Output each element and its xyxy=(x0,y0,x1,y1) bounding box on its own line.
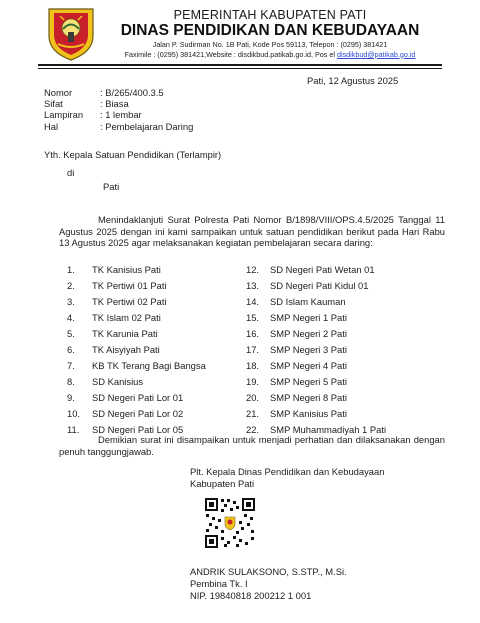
school-number: 6. xyxy=(67,344,75,355)
school-name: SD Negeri Pati Lor 02 xyxy=(92,408,184,419)
school-name: SMP Negeri 5 Pati xyxy=(270,376,347,387)
contact-text: Faximile : (0295) 381421,Website : disdikbud.patikab.go.id, Pos el xyxy=(124,49,337,59)
meta-label-hal: Hal xyxy=(44,121,59,132)
agency-contact xyxy=(100,50,440,60)
school-number: 11. xyxy=(67,424,80,435)
school-number: 9. xyxy=(67,392,75,403)
school-number: 15. xyxy=(246,312,260,323)
school-number: 4. xyxy=(67,312,75,323)
school-number: 17. xyxy=(246,344,260,355)
school-number: 16. xyxy=(246,328,260,339)
pati-regency-emblem-icon xyxy=(46,6,96,62)
school-number: 1. xyxy=(67,264,75,275)
meta-label-lampiran: Lampiran xyxy=(44,109,84,120)
recipient-line: Yth. Kepala Satuan Pendidikan (Terlampir) xyxy=(44,149,222,160)
recipient-di: di xyxy=(67,167,75,178)
school-number: 5. xyxy=(67,328,75,339)
government-name: PEMERINTAH KABUPATEN PATI xyxy=(173,8,367,22)
school-name: TK Karunia Pati xyxy=(92,328,158,339)
school-name: TK Islam 02 Pati xyxy=(92,312,161,323)
school-name: SD Negeri Pati Kidul 01 xyxy=(270,280,369,291)
closing-paragraph: Demikian surat ini disampaikan untuk menjadi perhatian dan dilaksanakan dengan penuh tanggungjawab. xyxy=(59,434,445,457)
school-name: SD Negeri Pati Lor 01 xyxy=(92,392,184,403)
letterhead-thick-rule xyxy=(38,64,442,66)
letterhead xyxy=(100,8,440,59)
meta-value-sifat: : Biasa xyxy=(100,98,129,109)
school-name: TK Pertiwi 01 Pati xyxy=(92,280,167,291)
school-number: 7. xyxy=(67,360,75,371)
signatory-rank: Pembina Tk. I xyxy=(190,578,248,589)
school-number: 20. xyxy=(246,392,260,403)
school-number: 18. xyxy=(246,360,260,371)
school-name: KB TK Terang Bagi Bangsa xyxy=(92,360,206,371)
school-name: TK Aisyiyah Pati xyxy=(92,344,160,355)
school-name: TK Pertiwi 02 Pati xyxy=(92,296,167,307)
school-number: 19. xyxy=(246,376,260,387)
school-number: 14. xyxy=(246,296,260,307)
school-name: SMP Negeri 2 Pati xyxy=(270,328,347,339)
school-number: 13. xyxy=(246,280,260,291)
meta-label-sifat: Sifat xyxy=(44,98,63,109)
agency-address: Jalan P. Sudirman No. 1B Pati, Kode Pos 59113, Telepon : (0295) 381421 xyxy=(152,40,388,49)
meta-label-nomor: Nomor xyxy=(44,87,73,98)
school-name: TK Kanisius Pati xyxy=(92,264,161,275)
school-number: 12. xyxy=(246,264,260,275)
letterhead-thin-rule xyxy=(38,68,442,69)
signature-qr-code-icon xyxy=(204,497,256,549)
agency-name: DINAS PENDIDIKAN DAN KEBUDAYAAN xyxy=(120,22,420,39)
school-number: 22. xyxy=(246,424,260,435)
school-number: 3. xyxy=(67,296,75,307)
intro-paragraph: Menindaklanjuti Surat Polresta Pati Nomor B/1898/VIII/OPS.4.5/2025 Tanggal 11 Agustus 2025 dengan ini kami sampaikan untuk satuan pendidikan berikut pada Hari Rabu 13 Agustus 2025 agar melaksanakan kegiatan pembelajaran secara daring: xyxy=(59,214,445,248)
letter-date: Pati, 12 Agustus 2025 xyxy=(307,75,399,86)
school-number: 8. xyxy=(67,376,75,387)
school-name: SMP Kanisius Pati xyxy=(270,408,347,419)
school-name: SD Negeri Pati Lor 05 xyxy=(92,424,184,435)
school-name: SMP Negeri 8 Pati xyxy=(270,392,347,403)
school-name: SMP Negeri 4 Pati xyxy=(270,360,347,371)
meta-value-nomor: : B/265/400.3.5 xyxy=(100,87,164,98)
school-number: 10. xyxy=(67,408,81,419)
signatory-name: ANDRIK SULAKSONO, S.STP., M.Si. xyxy=(190,566,347,577)
recipient-place: Pati xyxy=(103,181,120,192)
school-number: 21. xyxy=(246,408,260,419)
school-name: SD Kanisius xyxy=(92,376,144,387)
school-name: SMP Muhammadiyah 1 Pati xyxy=(270,424,387,435)
signatory-title: Plt. Kepala Dinas Pendidikan dan Kebudayaan xyxy=(190,466,385,477)
meta-value-hal: : Pembelajaran Daring xyxy=(100,121,194,132)
signatory-region: Kabupaten Pati xyxy=(190,478,255,489)
school-name: SMP Negeri 3 Pati xyxy=(270,344,347,355)
school-number: 2. xyxy=(67,280,75,291)
school-name: SMP Negeri 1 Pati xyxy=(270,312,347,323)
meta-value-lampiran: : 1 lembar xyxy=(100,109,142,120)
email-link[interactable]: disdikbud@patikab.go.id xyxy=(336,49,416,59)
signatory-nip: NIP. 19840818 200212 1 001 xyxy=(190,590,312,601)
school-name: SD Negeri Pati Wetan 01 xyxy=(270,264,375,275)
school-name: SD Islam Kauman xyxy=(270,296,346,307)
